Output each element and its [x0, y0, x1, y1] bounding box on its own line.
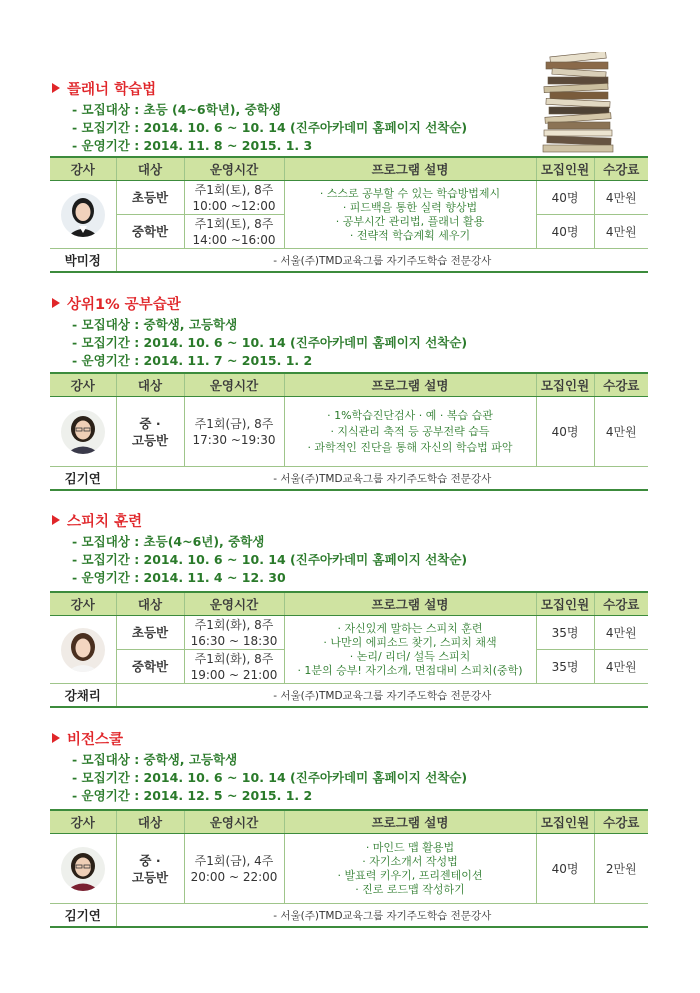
table-row	[50, 834, 648, 904]
program-description: · 스스로 공부할 수 있는 학습방법제시 · 피드백을 통한 실력 향상법 · 공부시간 관리법, 플래너 활용 · 전략적 학습계획 세우기	[284, 181, 536, 249]
capacity: 35명	[536, 616, 594, 650]
capacity: 40명	[536, 397, 594, 467]
info-run-period: - 운영기간 : 2014. 11. 4 ~ 12. 30	[72, 570, 286, 585]
header-fee: 수강료	[594, 373, 648, 397]
program-table	[50, 156, 648, 273]
fee: 2만원	[594, 834, 648, 904]
triangle-bullet-icon	[52, 733, 60, 743]
fee: 4만원	[594, 616, 648, 650]
avatar	[61, 847, 105, 891]
triangle-bullet-icon	[52, 83, 60, 93]
section-title: 비전스쿨	[52, 730, 123, 750]
header-capacity: 모집인원	[536, 157, 594, 181]
table-row	[50, 616, 648, 650]
target-class: 중학반	[116, 215, 184, 249]
instructor-name: 박미정	[50, 249, 116, 273]
avatar	[61, 193, 105, 237]
section-title: 상위1% 공부습관	[52, 295, 181, 315]
header-fee: 수강료	[594, 810, 648, 834]
avatar	[61, 410, 105, 454]
table-row	[50, 397, 648, 467]
instructor-row	[50, 684, 648, 708]
schedule: 주1회(화), 8주 16:30 ~ 18:30	[184, 616, 284, 650]
avatar	[61, 628, 105, 672]
section-title: 스피치 훈련	[52, 512, 142, 532]
schedule: 주1회(토), 8주 10:00 ~12:00	[184, 181, 284, 215]
info-recruit-period: - 모집기간 : 2014. 10. 6 ~ 10. 14 (진주아카데미 홈페이지 선착순)	[72, 335, 468, 350]
program-table	[50, 809, 648, 928]
section-title: 플래너 학습법	[52, 80, 156, 100]
instructor-name: 강채리	[50, 684, 116, 708]
target-class: 중 · 고등반	[116, 397, 184, 467]
info-target: - 모집대상 : 초등 (4~6학년), 중학생	[72, 102, 281, 117]
target-class: 초등반	[116, 181, 184, 215]
target-class: 초등반	[116, 616, 184, 650]
capacity: 40명	[536, 834, 594, 904]
info-target: - 모집대상 : 중학생, 고등학생	[72, 752, 238, 767]
program-description: · 마인드 맵 활용법 · 자기소개서 작성법 · 발표력 키우기, 프리젠테이션 · 진로 로드맵 작성하기	[284, 834, 536, 904]
header-instructor: 강사	[50, 373, 116, 397]
instructor-career: - 서울(주)TMD교육그룹 자기주도학습 전문강사	[116, 467, 648, 491]
program-table	[50, 591, 648, 708]
header-capacity: 모집인원	[536, 810, 594, 834]
info-recruit-period: - 모집기간 : 2014. 10. 6 ~ 10. 14 (진주아카데미 홈페이지 선착순)	[72, 770, 468, 785]
fee: 4만원	[594, 215, 648, 249]
table-header-row	[50, 810, 648, 834]
instructor-photo	[50, 616, 116, 684]
capacity: 35명	[536, 650, 594, 684]
header-target: 대상	[116, 373, 184, 397]
instructor-career: - 서울(주)TMD교육그룹 자기주도학습 전문강사	[116, 904, 648, 928]
header-description: 프로그램 설명	[284, 592, 536, 616]
info-run-period: - 운영기간 : 2014. 11. 7 ~ 2015. 1. 2	[72, 353, 313, 368]
instructor-photo	[50, 397, 116, 467]
table-row	[50, 181, 648, 215]
instructor-career: - 서울(주)TMD교육그룹 자기주도학습 전문강사	[116, 249, 648, 273]
instructor-photo	[50, 181, 116, 249]
table-header-row	[50, 592, 648, 616]
info-target: - 모집대상 : 중학생, 고등학생	[72, 317, 238, 332]
header-fee: 수강료	[594, 157, 648, 181]
triangle-bullet-icon	[52, 298, 60, 308]
table-header-row	[50, 373, 648, 397]
header-description: 프로그램 설명	[284, 810, 536, 834]
book-stack-image	[540, 52, 618, 154]
info-run-period: - 운영기간 : 2014. 12. 5 ~ 2015. 1. 2	[72, 788, 313, 803]
header-fee: 수강료	[594, 592, 648, 616]
program-description: · 1%학습진단검사 · 예 · 복습 습관 · 지식관리 축적 등 공부전략 습득 · 과학적인 진단을 통해 자신의 학습법 파악	[284, 397, 536, 467]
capacity: 40명	[536, 181, 594, 215]
instructor-row	[50, 249, 648, 273]
fee: 4만원	[594, 397, 648, 467]
schedule: 주1회(금), 8주 17:30 ~19:30	[184, 397, 284, 467]
header-target: 대상	[116, 592, 184, 616]
header-description: 프로그램 설명	[284, 157, 536, 181]
header-target: 대상	[116, 810, 184, 834]
header-time: 운영시간	[184, 810, 284, 834]
schedule: 주1회(토), 8주 14:00 ~16:00	[184, 215, 284, 249]
header-instructor: 강사	[50, 592, 116, 616]
header-time: 운영시간	[184, 157, 284, 181]
program-table	[50, 372, 648, 491]
info-target: - 모집대상 : 초등(4~6년), 중학생	[72, 534, 265, 549]
header-capacity: 모집인원	[536, 373, 594, 397]
instructor-name: 김기연	[50, 467, 116, 491]
instructor-photo	[50, 834, 116, 904]
header-description: 프로그램 설명	[284, 373, 536, 397]
schedule: 주1회(화), 8주 19:00 ~ 21:00	[184, 650, 284, 684]
header-capacity: 모집인원	[536, 592, 594, 616]
header-instructor: 강사	[50, 810, 116, 834]
target-class: 중학반	[116, 650, 184, 684]
header-instructor: 강사	[50, 157, 116, 181]
instructor-row	[50, 467, 648, 491]
capacity: 40명	[536, 215, 594, 249]
instructor-name: 김기연	[50, 904, 116, 928]
program-description: · 자신있게 말하는 스피치 훈련 · 나만의 에피소드 찾기, 스피치 채색 · 논리/ 리더/ 설득 스피치 · 1분의 승부! 자기소개, 면접대비 스피치(중학)	[284, 616, 536, 684]
info-recruit-period: - 모집기간 : 2014. 10. 6 ~ 10. 14 (진주아카데미 홈페이지 선착순)	[72, 120, 468, 135]
target-class: 중 · 고등반	[116, 834, 184, 904]
info-run-period: - 운영기간 : 2014. 11. 8 ~ 2015. 1. 3	[72, 138, 313, 153]
header-time: 운영시간	[184, 373, 284, 397]
table-header-row	[50, 157, 648, 181]
triangle-bullet-icon	[52, 515, 60, 525]
header-time: 운영시간	[184, 592, 284, 616]
instructor-career: - 서울(주)TMD교육그룹 자기주도학습 전문강사	[116, 684, 648, 708]
instructor-row	[50, 904, 648, 928]
header-target: 대상	[116, 157, 184, 181]
fee: 4만원	[594, 650, 648, 684]
fee: 4만원	[594, 181, 648, 215]
info-recruit-period: - 모집기간 : 2014. 10. 6 ~ 10. 14 (진주아카데미 홈페이지 선착순)	[72, 552, 468, 567]
schedule: 주1회(금), 4주 20:00 ~ 22:00	[184, 834, 284, 904]
